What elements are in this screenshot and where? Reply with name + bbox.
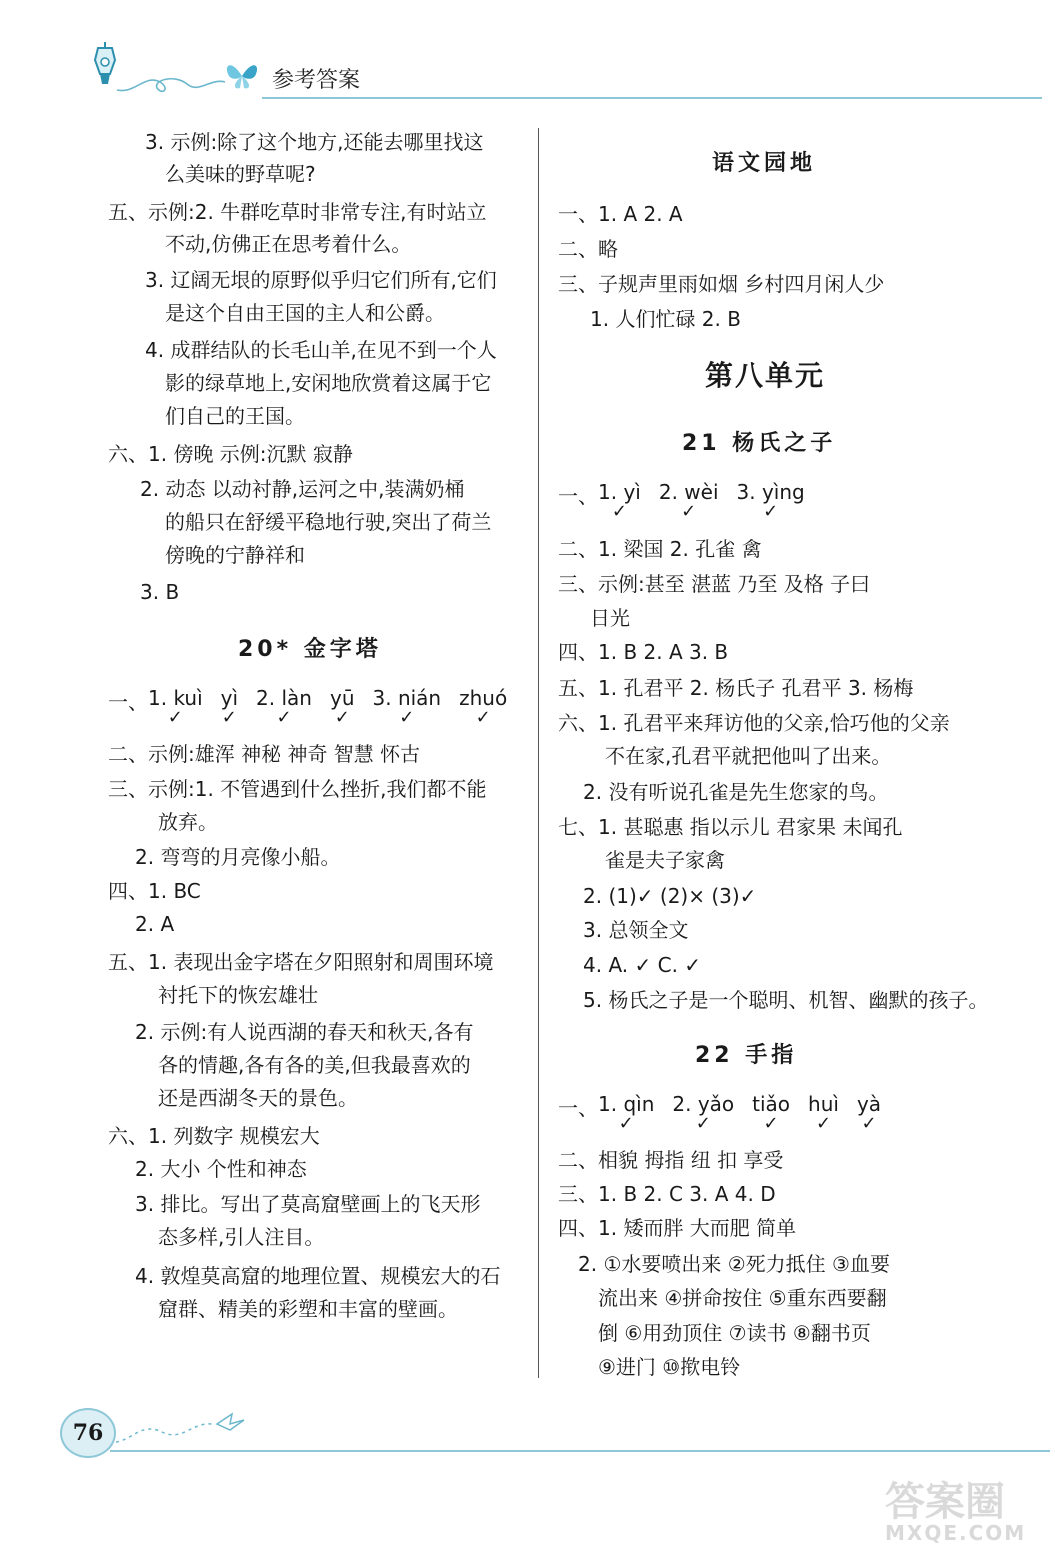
section-heading: 22 手指: [695, 1043, 798, 1068]
answer-line: 流出来 ④拼命按住 ⑤重东西要翻: [598, 1286, 887, 1310]
pinyin-answer: 2. yǎo ✓: [672, 1092, 735, 1134]
answer-line: 各的情趣,各有各的美,但我最喜欢的: [158, 1053, 471, 1077]
answer-line: 七、1. 甚聪惠 指以示儿 君家果 未闻孔: [558, 815, 903, 839]
butterfly-icon: [222, 58, 262, 92]
check-mark: ✓: [276, 707, 292, 728]
answer-line: 三、1. B 2. C 3. A 4. D: [558, 1182, 776, 1206]
answer-line: 2. 弯弯的月亮像小船。: [135, 845, 341, 869]
check-mark: ✓: [334, 707, 350, 728]
pinyin-answer: yì ✓: [220, 686, 239, 728]
check-mark: ✓: [815, 1113, 832, 1134]
answer-line: 还是西湖冬天的景色。: [158, 1086, 358, 1110]
answer-line: 二、相貌 拇指 纽 扣 享受: [558, 1148, 784, 1172]
column-divider: [538, 128, 539, 1378]
section-heading: 21 杨氏之子: [682, 431, 837, 456]
answer-line: 1. 人们忙碌 2. B: [590, 307, 741, 331]
answer-line: 二、1. 梁国 2. 孔雀 禽: [558, 537, 762, 561]
answer-line: 一、1. A 2. A: [558, 202, 683, 226]
check-mark: ✓: [221, 707, 237, 728]
check-mark: ✓: [763, 501, 779, 522]
answer-line: 四、1. BC: [108, 879, 201, 903]
question-number: 一、: [558, 1096, 598, 1120]
answer-line: 四、1. 矮而胖 大而肥 简单: [558, 1216, 797, 1240]
page-header: [0, 0, 1055, 110]
unit-heading: 第八单元: [705, 359, 826, 392]
answer-line: 5. 杨氏之子是一个聪明、机智、幽默的孩子。: [583, 988, 989, 1012]
pinyin-row: [558, 480, 823, 520]
pinyin-answer: 3. yìng ✓: [736, 480, 805, 522]
answer-line: 三、示例:1. 不管遇到什么挫折,我们都不能: [108, 777, 487, 801]
answer-line: 么美味的野草呢?: [165, 162, 316, 186]
answer-line: 衬托下的恢宏雄壮: [158, 983, 318, 1007]
pinyin-answer: huì ✓: [808, 1092, 839, 1134]
answer-line: 4. 敦煌莫高窟的地理位置、规模宏大的石: [135, 1264, 501, 1288]
answer-line: 们自己的王国。: [165, 404, 305, 428]
check-mark: ✓: [861, 1113, 877, 1134]
check-mark: ✓: [475, 707, 491, 728]
swirl-decoration-icon: [115, 64, 235, 98]
answer-line: 2. 示例:有人说西湖的春天和秋天,各有: [135, 1020, 474, 1044]
pinyin-answer: tiǎo ✓: [752, 1092, 791, 1134]
answer-line: ⑨进门 ⑩揿电铃: [598, 1355, 741, 1379]
check-mark: ✓: [763, 1113, 779, 1134]
answer-line: 3. 示例:除了这个地方,还能去哪里找这: [145, 130, 484, 154]
header-rule: [262, 97, 1042, 99]
answer-line: 4. A. ✓ C. ✓: [583, 953, 702, 977]
answer-line: 2. A: [135, 912, 175, 936]
answer-line: 2. 没有听说孔雀是先生您家的鸟。: [583, 780, 889, 804]
pinyin-answer: 3. nián ✓: [372, 686, 442, 728]
pinyin-answer: 1. yì ✓: [598, 480, 641, 522]
pinyin-answer: 1. qìn ✓: [598, 1092, 655, 1134]
answer-line: 傍晚的宁静祥和: [165, 543, 305, 567]
answer-line: 不动,仿佛正在思考着什么。: [165, 232, 412, 256]
answer-line: 2. ①水要喷出来 ②死力抵住 ③血要: [578, 1252, 890, 1276]
answer-line: 六、1. 孔君平来拜访他的父亲,恰巧他的父亲: [558, 711, 950, 735]
answer-line: 2. 大小 个性和神态: [135, 1157, 307, 1181]
pinyin-answer: zhuó ✓: [459, 686, 508, 728]
answer-line: 是这个自由王国的主人和公爵。: [165, 301, 445, 325]
answer-line: 2. (1)✓ (2)× (3)✓: [583, 884, 757, 908]
answer-line: 3. 排比。写出了莫高窟壁画上的飞天形: [135, 1192, 481, 1216]
answer-line: 态多样,引人注目。: [158, 1225, 325, 1249]
pinyin-answer: 2. wèi ✓: [658, 480, 719, 522]
answer-line: 二、略: [558, 237, 618, 261]
check-mark: ✓: [167, 707, 183, 728]
question-number: 一、: [108, 690, 148, 714]
pinyin-answer: yà ✓: [856, 1092, 882, 1134]
answer-line: 五、示例:2. 牛群吃草时非常专注,有时站立: [108, 200, 487, 224]
question-number: 一、: [558, 484, 598, 508]
pinyin-answer: 2. làn ✓: [256, 686, 312, 728]
answer-line: 3. B: [140, 580, 180, 604]
answer-line: 五、1. 表现出金字塔在夕阳照射和周围环境: [108, 950, 494, 974]
answer-line: 3. 辽阔无垠的原野似乎归它们所有,它们: [145, 268, 497, 292]
check-mark: ✓: [611, 501, 627, 522]
answer-line: 三、示例:甚至 湛蓝 乃至 及格 子曰: [558, 572, 871, 596]
pinyin-answer: yū ✓: [329, 686, 355, 728]
answer-line: 六、1. 列数字 规模宏大: [108, 1124, 320, 1148]
answer-line: 日光: [590, 606, 630, 630]
section-heading: 20* 金字塔: [238, 637, 382, 662]
answer-line: 3. 总领全文: [583, 918, 689, 942]
footer-rule: [110, 1450, 1050, 1452]
answer-line: 雀是夫子家禽: [605, 848, 725, 872]
answer-line: 倒 ⑥用劲顶住 ⑦读书 ⑧翻书页: [598, 1321, 871, 1345]
watermark-logo-text: 答案圈: [885, 1479, 1005, 1525]
answer-line: 三、子规声里雨如烟 乡村四月闲人少: [558, 272, 885, 296]
check-mark: ✓: [618, 1113, 634, 1134]
bird-trail-decoration-icon: [112, 1402, 252, 1450]
answer-line: 六、1. 傍晚 示例:沉默 寂静: [108, 442, 353, 466]
answer-line: 二、示例:雄浑 神秘 神奇 智慧 怀古: [108, 742, 421, 766]
answer-line: 四、1. B 2. A 3. B: [558, 640, 729, 664]
pinyin-row: [108, 686, 525, 726]
pinyin-row: [558, 1092, 899, 1132]
answer-line: 影的绿草地上,安闲地欣赏着这属于它: [165, 371, 492, 395]
section-heading: 语文园地: [712, 151, 817, 176]
check-mark: ✓: [399, 707, 415, 728]
check-mark: ✓: [681, 501, 697, 522]
answer-line: 不在家,孔君平就把他叫了出来。: [605, 744, 892, 768]
watermark-url: MXQE.COM: [885, 1521, 1027, 1545]
watermark: [885, 1470, 1050, 1545]
check-mark: ✓: [695, 1113, 711, 1134]
answer-line: 2. 动态 以动衬静,运河之中,装满奶桶: [140, 477, 465, 501]
answer-line: 窟群、精美的彩塑和丰富的壁画。: [158, 1297, 458, 1321]
answer-line: 五、1. 孔君平 2. 杨氏子 孔君平 3. 杨梅: [558, 676, 914, 700]
page-number: 76: [60, 1408, 116, 1458]
answer-line: 4. 成群结队的长毛山羊,在见不到一个人: [145, 338, 497, 362]
answer-line: 的船只在舒缓平稳地行驶,突出了荷兰: [165, 510, 492, 534]
pinyin-answer: 1. kuì ✓: [148, 686, 203, 728]
answer-line: 放弃。: [158, 810, 218, 834]
header-title: 参考答案: [272, 68, 361, 93]
